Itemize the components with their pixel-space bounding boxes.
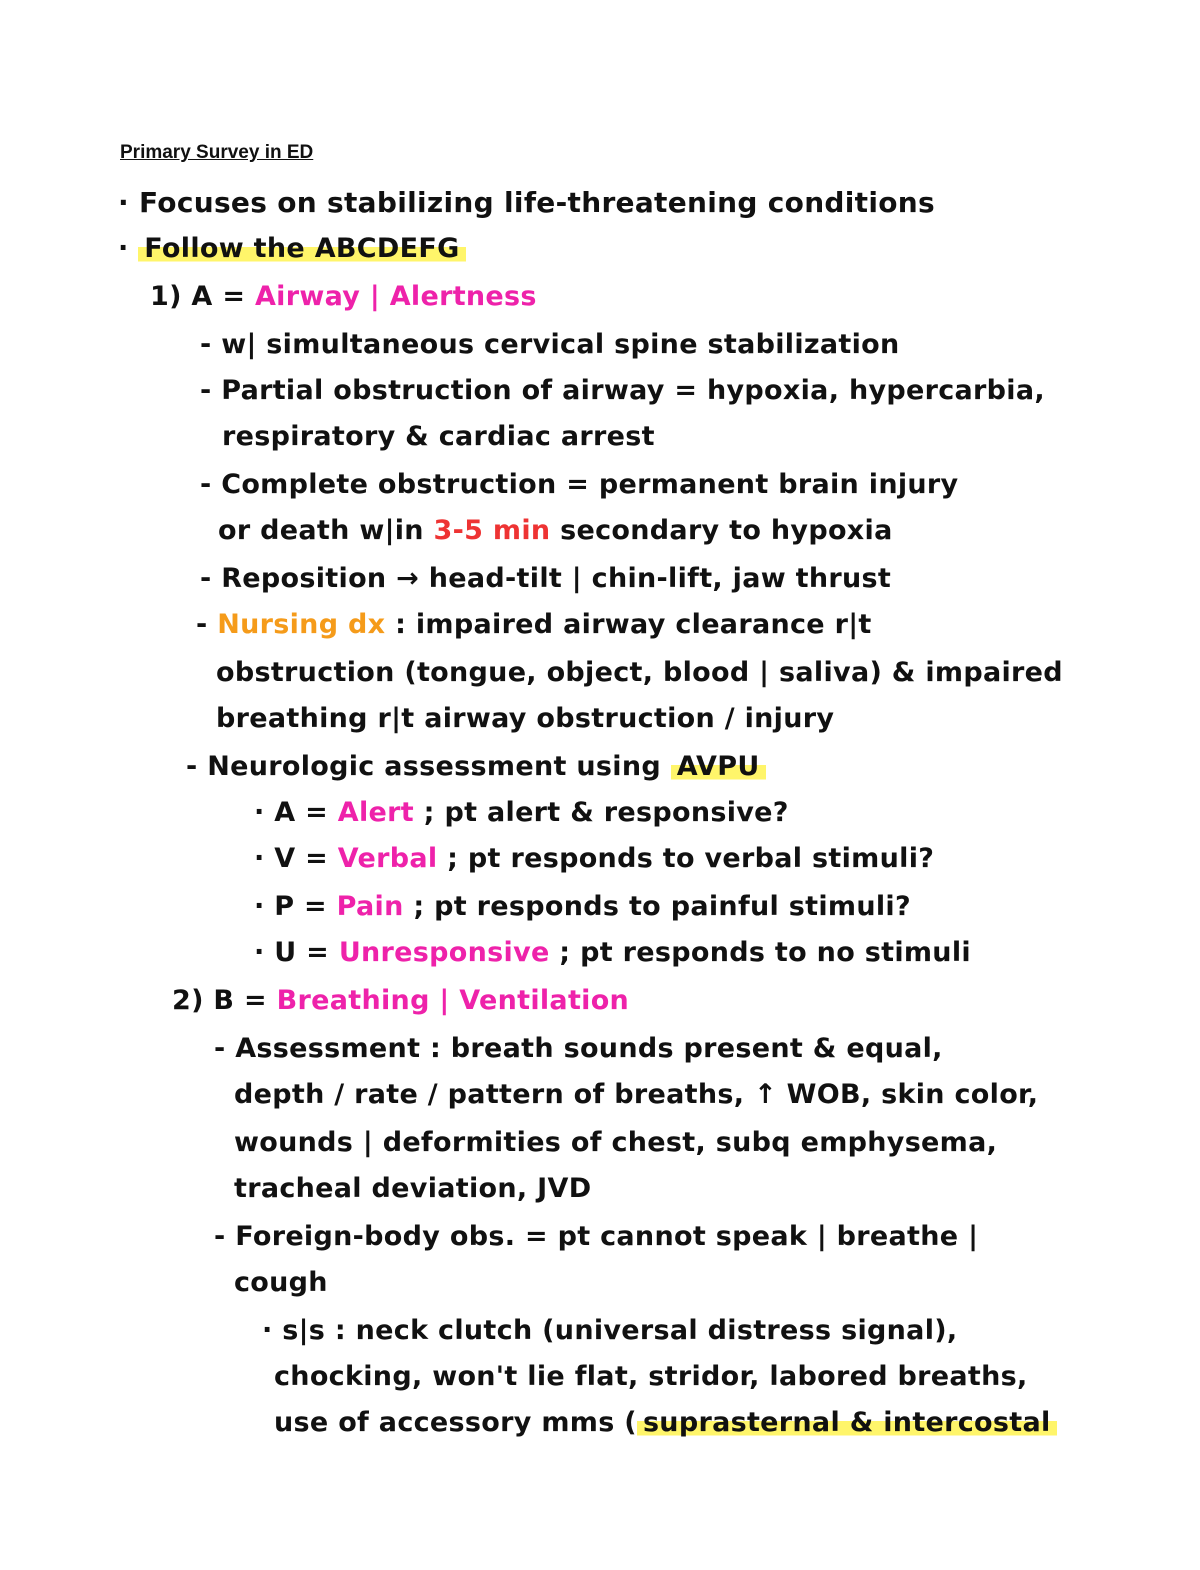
note-line: · s|s : neck clutch (universal distress signal),	[262, 1315, 958, 1346]
note-line: cough	[234, 1267, 328, 1298]
note-line: tracheal deviation, JVD	[234, 1173, 592, 1204]
section-heading-b: 2) B = Breathing | Ventilation	[172, 985, 630, 1016]
avpu-item: · V = Verbal ; pt responds to verbal stimuli?	[254, 843, 935, 874]
avpu-item: · P = Pain ; pt responds to painful stimuli?	[254, 891, 911, 922]
section-heading-a: 1) A = Airway | Alertness	[150, 281, 537, 312]
note-line: - Foreign-body obs. = pt cannot speak | breathe |	[214, 1221, 979, 1252]
note-line: - Partial obstruction of airway = hypoxia, hypercarbia,	[200, 375, 1045, 406]
avpu-item: · U = Unresponsive ; pt responds to no stimuli	[254, 937, 971, 968]
note-line: respiratory & cardiac arrest	[222, 421, 655, 452]
highlighted-text: AVPU	[671, 751, 766, 782]
highlighted-text: suprasternal & intercostal	[637, 1407, 1057, 1438]
note-line: - Nursing dx : impaired airway clearance r|t	[196, 609, 872, 640]
avpu-item: · A = Alert ; pt alert & responsive?	[254, 797, 789, 828]
note-line: · Focuses on stabilizing life-threatening conditions	[118, 186, 935, 219]
page-title: Primary Survey in ED	[120, 142, 314, 163]
note-line: - Neurologic assessment using AVPU	[186, 750, 766, 784]
note-line: - Complete obstruction = permanent brain injury	[200, 469, 959, 500]
note-line: - w| simultaneous cervical spine stabilization	[200, 329, 900, 360]
note-line: obstruction (tongue, object, blood | saliva) & impaired	[216, 657, 1063, 688]
note-line: use of accessory mms ( suprasternal & intercostal	[274, 1406, 1057, 1440]
note-line: chocking, won't lie flat, stridor, labored breaths,	[274, 1361, 1028, 1392]
note-line: or death w|in 3-5 min secondary to hypoxia	[218, 515, 893, 546]
note-line: depth / rate / pattern of breaths, ↑ WOB, skin color,	[234, 1079, 1039, 1110]
note-line: · Follow the ABCDEFG	[118, 232, 466, 266]
highlighted-text: Follow the ABCDEFG	[138, 233, 465, 264]
note-line: breathing r|t airway obstruction / injury	[216, 703, 835, 734]
note-line: wounds | deformities of chest, subq emphysema,	[234, 1127, 998, 1158]
note-line: - Assessment : breath sounds present & equal,	[214, 1033, 943, 1064]
note-line: - Reposition → head-tilt | chin-lift, jaw thrust	[200, 563, 892, 594]
